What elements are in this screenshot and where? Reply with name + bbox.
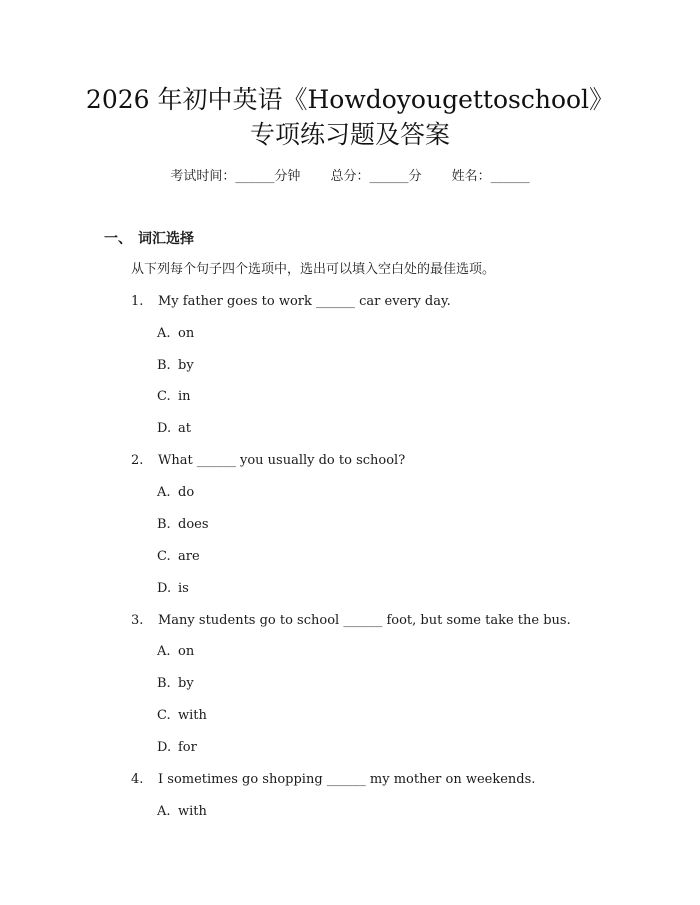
question — [131, 771, 535, 789]
document-subtitle: 专项练习题及答案 — [249, 120, 450, 149]
option-text: on — [178, 326, 195, 341]
option — [157, 548, 200, 566]
option-letter: B. — [157, 676, 171, 691]
option-letter: A. — [157, 804, 171, 819]
option-letter: C. — [157, 389, 171, 404]
option-text: by — [178, 358, 194, 373]
option — [157, 388, 191, 406]
option-text: does — [178, 517, 209, 532]
option-letter: D. — [157, 421, 172, 436]
option-text: is — [178, 581, 189, 596]
document-title: 2026 年初中英语《Howdoyougettoschool》 — [85, 85, 615, 114]
question — [131, 293, 451, 311]
section-number: 一、 — [104, 231, 132, 247]
option — [157, 803, 207, 821]
option — [157, 325, 194, 343]
option-text: with — [178, 804, 207, 819]
option-letter: B. — [157, 358, 171, 373]
option-text: are — [178, 549, 200, 564]
section-instruction: 从下列每个句子四个选项中，选出可以填入空白处的最佳选项。 — [131, 262, 496, 277]
total-score: 总分：______分 — [330, 169, 422, 184]
option-text: do — [178, 485, 195, 500]
question — [131, 452, 405, 470]
option-letter: B. — [157, 517, 171, 532]
option-letter: C. — [157, 708, 171, 723]
option-letter: C. — [157, 549, 171, 564]
option — [157, 357, 194, 375]
exam-info-line — [0, 168, 700, 186]
question-number: 3. — [131, 613, 144, 628]
option-letter: A. — [157, 485, 171, 500]
option-letter: D. — [157, 740, 172, 755]
exam-time: 考试时间：______分钟 — [170, 169, 301, 184]
option-text: with — [178, 708, 207, 723]
student-name: 姓名：______ — [451, 169, 530, 184]
question-text: Many students go to school ______ foot, but some take the bus. — [158, 613, 571, 628]
option — [157, 516, 209, 534]
question-number: 2. — [131, 453, 144, 468]
option — [157, 580, 189, 598]
question — [131, 612, 571, 630]
question-number: 1. — [131, 294, 144, 309]
option — [157, 420, 191, 438]
option-text: for — [178, 740, 197, 755]
option-text: at — [178, 421, 191, 436]
section-title: 词汇选择 — [138, 231, 194, 247]
option-letter: D. — [157, 581, 172, 596]
option — [157, 739, 197, 757]
question-text: My father goes to work ______ car every day. — [158, 294, 451, 309]
option-letter: A. — [157, 326, 171, 341]
question-text: I sometimes go shopping ______ my mother on weekends. — [158, 772, 536, 787]
option — [157, 707, 207, 725]
option-text: by — [178, 676, 194, 691]
option — [157, 643, 194, 661]
option-text: in — [178, 389, 191, 404]
option-letter: A. — [157, 644, 171, 659]
question-number: 4. — [131, 772, 144, 787]
option — [157, 675, 194, 693]
option — [157, 484, 194, 502]
question-text: What ______ you usually do to school? — [158, 453, 406, 468]
section-heading — [104, 229, 194, 249]
option-text: on — [178, 644, 195, 659]
